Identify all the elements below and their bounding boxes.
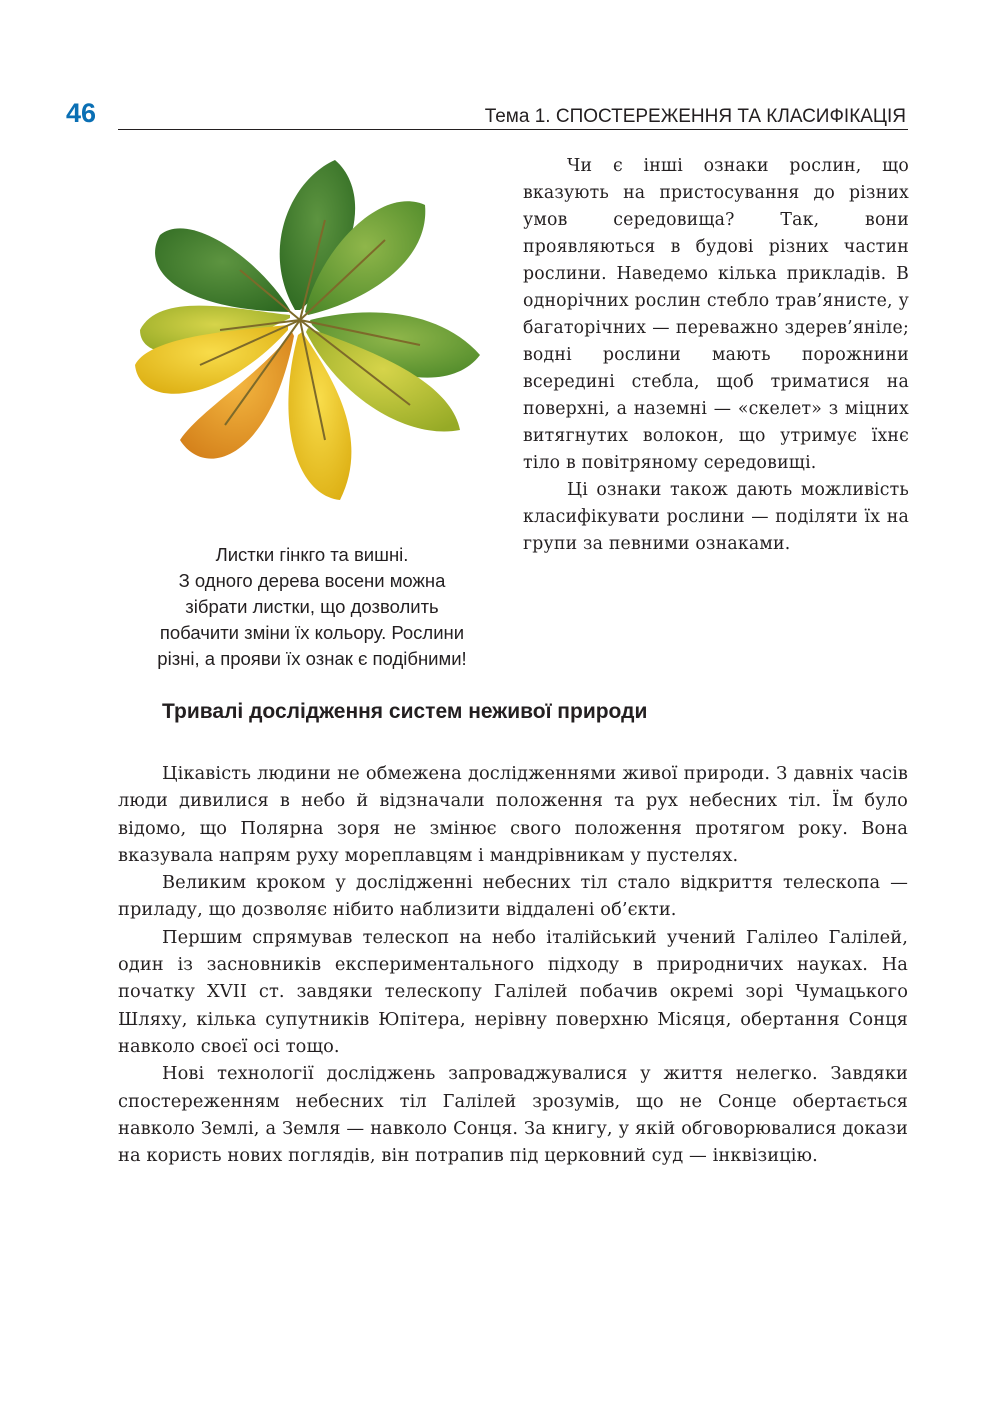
caption-line: зібрати листки, що дозволить: [185, 596, 439, 617]
body-paragraph: Першим спрямував телескоп на небо італійський учений Галілео Галілей, один із засновників експериментального підходу в природничих науках. На початку XVII ст. завдяки телескопу Галілей побачив окремі зорі Чумацького Шляху, кілька супутників Юпітера, нерівну поверхню Місяця, обертання Сонця навколо своєї осі тощо.: [118, 926, 908, 1057]
figure-caption: [122, 542, 502, 672]
caption-line: різні, а прояви їх ознак є подібними!: [157, 648, 467, 669]
header-rule: [118, 129, 908, 130]
side-paragraph: Ці ознаки також дають можливість класифікувати рослини — поділяти їх на групи за певними ознаками.: [523, 480, 909, 554]
caption-line: З одного дерева восени можна: [178, 570, 446, 591]
body-paragraph: Великим кроком у дослідженні небесних тіл стало відкриття телескопа — приладу, що дозволяє нібито наблизити віддалені об’єкти.: [118, 872, 908, 921]
leaves-rosette-icon: [120, 140, 510, 545]
caption-line: побачити зміни їх кольору. Рослини: [159, 622, 465, 643]
leaves-rosette-image: [120, 140, 510, 545]
main-text: [118, 760, 908, 1169]
body-paragraph: Нові технології досліджень запроваджувалися у життя нелегко. Завдяки спостереженням небесних тіл Галілей зрозумів, що не Сонце обертається навколо Землі, а Земля — навколо Сонця. За книгу, у якій обговорювалися докази на користь нових поглядів, він потрапив під церковний суд — інквізицію.: [118, 1063, 908, 1167]
side-column: [523, 153, 909, 558]
side-paragraph: Чи є інші ознаки рослин, що вказують на пристосування до різних умов середовища? Так, вони проявляються в будові різних частин рослини. Наведемо кілька прикладів. В однорічних рослин стебло трав’янисте, у багаторічних — переважно здерев’яніле; водні рослини мають порожнини всередині стебла, щоб триматися на поверхні, а наземні — «скелет» з міцних витягнутих волокон, що утримує їхнє тіло в повітряному середовищі.: [523, 156, 909, 473]
ginkgo-leaf-dark: [155, 228, 290, 312]
caption-line: Листки гінкго та вишні.: [215, 544, 409, 565]
body-paragraph: Цікавість людини не обмежена дослідженнями живої природи. З давніх часів люди дивилися в небо й відзначали положення та рух небесних тіл. Їм було відомо, що Полярна зоря не змінює свого положення протягом року. Вона вказувала напрям руху мореплавцям і мандрівникам у пустелях.: [118, 763, 908, 866]
page-number: 46: [66, 98, 97, 128]
section-heading: Тривалі дослідження систем неживої природи: [162, 700, 648, 723]
running-head: Тема 1. СПОСТЕРЕЖЕННЯ ТА КЛАСИФІКАЦІЯ: [484, 106, 906, 127]
